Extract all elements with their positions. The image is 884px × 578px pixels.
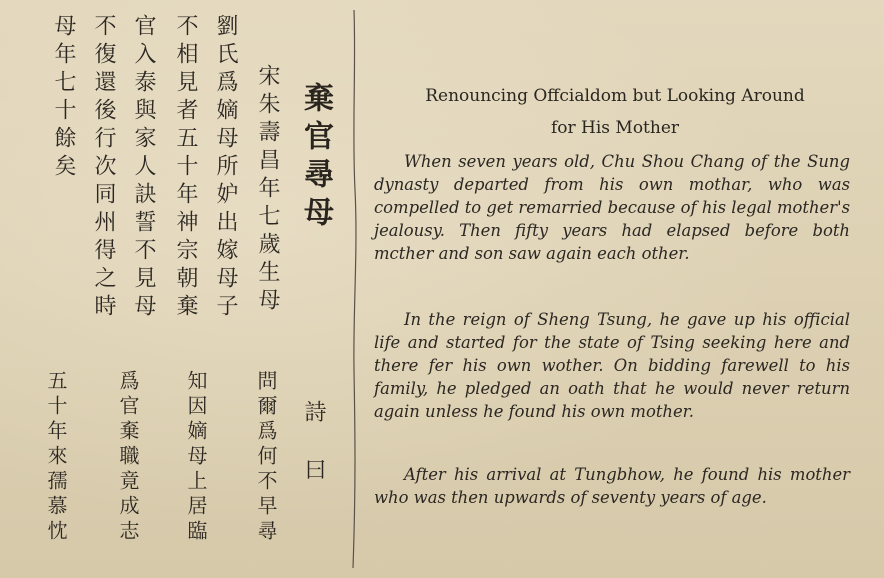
poem-line-4: 五十年來孺慕忱	[44, 370, 68, 545]
chinese-column-5: 不復還後行次同州得之時	[91, 14, 116, 322]
english-paragraph-1	[374, 150, 850, 265]
english-title-line-2: for His Mother	[550, 118, 680, 138]
chinese-column-3: 不相見者五十年神宗朝棄	[173, 14, 198, 322]
english-paragraph-2	[374, 308, 850, 423]
chinese-title: 棄官尋母	[298, 82, 333, 234]
chinese-column-6: 母年七十餘矣	[51, 14, 76, 182]
paragraph-2-text: In the reign of Sheng Tsung, he gave up his official life and started for the state of Tsing seeking here and there fer his own wother. On bidding farewell to his family, he pledged an oath that he would never return again unless he found his own mother.	[374, 310, 850, 421]
poem-line-1: 問爾爲何不早尋	[254, 370, 278, 545]
chinese-column-2: 劉氏爲嫡母所妒出嫁母子	[213, 14, 238, 322]
poem-line-2: 知因嫡母上居臨	[184, 370, 208, 545]
column-divider	[350, 10, 358, 568]
paragraph-3-text: After his arrival at Tungbhow, he found his mother who was then upwards of seventy years of age.	[374, 465, 850, 507]
poem-heading: 詩曰	[301, 400, 326, 516]
poem-line-3: 爲官棄職竟成志	[116, 370, 140, 545]
paragraph-1-text: When seven years old, Chu Shou Chang of the Sung dynasty departed from his own mothar, who was compelled to get remarried because of his legal mother's jealousy. Then fifty years had elapsed before both mcther and son saw again each other.	[374, 152, 850, 263]
chinese-column-1: 宋朱壽昌年七歲生母	[255, 64, 280, 316]
english-title-line-1: Renouncing Offcialdom but Looking Around	[425, 86, 805, 106]
english-paragraph-3	[374, 463, 850, 509]
chinese-column-4: 官入泰與家人訣誓不見母	[131, 14, 156, 322]
